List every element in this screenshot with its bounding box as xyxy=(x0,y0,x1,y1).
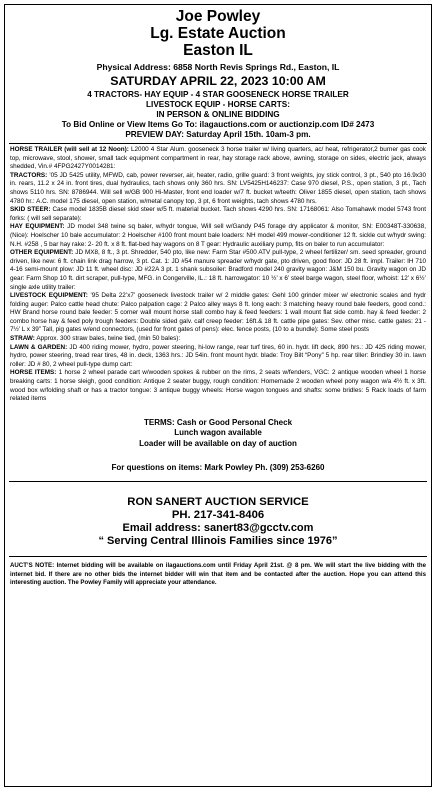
divider xyxy=(9,481,427,482)
auction-location: Easton IL xyxy=(183,42,253,59)
seller-name: Joe Powley xyxy=(175,8,261,25)
section-label: LIVESTOCK EQUIPMENT: xyxy=(10,292,88,300)
bidding-mode: IN PERSON & ONLINE BIDDING xyxy=(156,110,280,119)
section-text: JD MX8, 8 ft., 3 pt. Shredder, 540 pto, like new: Farm Star #500 ATV pull-type, 2 wheel fertilizer/ sm. seed spreader, ground driven, like new: 6 ft. chain link drag harrow, 3 pt. Cat. 1: JD #54 manure spreader w/hydr gate, pto driven, good floor: JD 28 ft. impl. Trailer: IH 710 4-16 semi-mount plow: JD 11 ft. wheel disc: JD #22A 3 pt. 1 shank subsoiler: Bradford model 240 gravity wagon: J&M 150 bu. Gravity wagon on JD gear: Farm Shop 10 ft. dirt scraper, pull-type, MFG. in Congerville, IL.: 18 ft. harrowgator: 10 ½’ x 6’ steel barge wagon, steel floor, w/hoist: 12’ x 6½’ single axle utility trailer: xyxy=(10,249,426,291)
item-listing xyxy=(5,146,431,404)
section-label: HORSE ITEMS: xyxy=(10,369,57,377)
note-text: Internet bidding will be available on ilagauctions.com until Friday April 21st. @ 8 pm. We will start the live bidding with the internet bid. If there are no other bids the internet bidder will win that item and be contacted after the auction. Hope you can attend this interesting auction. The Powley Family will appreciate your attendance. xyxy=(10,562,426,586)
section-other-equipment xyxy=(10,249,426,292)
auctioneer-note xyxy=(5,562,431,587)
section-lawn-garden xyxy=(10,344,426,370)
auctioneer-phone: PH. 217-341-8406 xyxy=(171,509,265,522)
section-text: Approx. 300 straw bales, twine tied, (min 50 bales): xyxy=(34,335,181,343)
section-text: 1 horse 2 wheel parade cart w/wooden spokes & rubber on the rims, 2 seats w/fenders, VGC: 2 antique wooden wheel 1 horse breaking carts: 1 horse sleigh, good condition: Antique 2 seater buggy, rough condition: Homemade 2 wooden wheel pony wagon w/a 4½ ft. x 3ft. wood box w/folding shaft or has a tractor tongue: 3 antique buggy wheels: Horse wagon tongues and shafts: some bridles: 5 Rack loads of farm related items xyxy=(10,369,426,403)
note-label: AUCT’S NOTE: xyxy=(10,562,55,570)
online-bid-info: To Bid Online or View Items Go To: ilagauctions.com or auctionzip.com ID# 2473 xyxy=(61,120,375,129)
section-livestock-equipment xyxy=(10,292,426,335)
headline-items: 4 TRACTORS- HAY EQUIP - 4 STAR GOOSENECK HORSE TRAILER xyxy=(87,90,349,99)
section-hay-equipment xyxy=(10,223,426,249)
section-text: Case model 1835B diesel skid steer w/5 ft. material bucket. Tach shows 4290 hrs. SN: 17168061: Also Tomahawk model 5743 front forks: ( will sell separate): xyxy=(10,206,427,222)
section-label: HAY EQUIPMENT: xyxy=(10,223,65,231)
section-text: L2000 4 Star Alum. gooseneck 3 horse trailer w/ living quarters, ac/ heat, refrigerator,2 burner gas cook top, microwave, stool, shower, small tack equipment compartment in rear, hay storage rack above, awning, storage on sides, electric jack, always shedded, Vin.# 4FPG2427Y0014281: xyxy=(10,146,426,171)
terms-block xyxy=(5,418,431,450)
section-label: TRACTORS: xyxy=(10,171,48,179)
terms-loader: Loader will be available on day of auction xyxy=(139,438,297,448)
section-horse-trailer xyxy=(10,146,426,172)
auction-flyer xyxy=(4,4,432,787)
section-label: OTHER EQUIPMENT: xyxy=(10,249,74,257)
preview-day: PREVIEW DAY: Saturday April 15th. 10am-3 pm. xyxy=(125,130,311,139)
terms-lunch: Lunch wagon available xyxy=(174,428,262,438)
physical-address: Physical Address: 6858 North Revis Springs Rd., Easton, IL xyxy=(96,62,340,72)
section-label: HORSE TRAILER (will sell at 12 Noon): xyxy=(10,146,129,153)
section-text: ’05 JD 5425 utility, MFWD, cab, power reverser, air, heater, radio, grille guard: 3 front weights, joy stick control, 3 pt., 540 pto 16.9x30 in. rears, 11.2 x 24 in. front tires, dual hydraulics, tach shows only 360 hrs. SN: LV5425H146237: Case 970 diesel, P.S., open station, 3 pt., Tach shows 5110 hrs. SN: 8786944. Will sell w/GB 900 Hi-Master, front end loader w/7 ft. bucket w/teeth: Oliver 1855 diesel, open station, tach shows 4780 hr.: A.C. model 175 diesel, open station, w/metal canopy top, 3 pt, 6 front weights, tach shows 4780 hrs. xyxy=(10,171,426,205)
terms-payment: TERMS: Cash or Good Personal Check xyxy=(143,417,293,427)
divider xyxy=(9,556,427,557)
headline-livestock: LIVESTOCK EQUIP - HORSE CARTS: xyxy=(146,100,290,109)
section-label: LAWN & GARDEN: xyxy=(10,343,68,351)
section-straw xyxy=(10,335,426,344)
section-text: ’95 Delta 22’x7’ gooseneck livestock trailer w/ 2 middle gates: Gehl 100 grinder mixer w/ electronic scales and hydr folding auger: Palco cattle head chute: Palco palpation cage: 2 Palco alley ways 8 ft. long each: 3 matching heavy round bale feeders, good cond.: HW Brand horse round bale feeder: 5 corner wall mount horse stall combo hay & feed feeders: 1 wall mount flat side comb. hay & feed feeder: 2 combo horse hay & feed poly trough feeders: Double sided galv. calf creep feeder: 16ft.& 18 ft. cattle pipe gates: Sev. other misc. cattle gates: 21 - 7½’ L x 39” Tall, pig gates w/end connectors, (used for front gates of pens): elec. fence posts, (10 to a bundle): Some steel posts xyxy=(10,292,427,334)
auctioneer-email: Email address: sanert83@gcctv.com xyxy=(122,522,314,535)
divider xyxy=(9,143,427,144)
auction-title: Lg. Estate Auction xyxy=(150,25,286,42)
auctioneer-name: RON SANERT AUCTION SERVICE xyxy=(127,496,309,509)
auction-date: SATURDAY APRIL 22, 2023 10:00 AM xyxy=(110,74,326,88)
questions-contact: For questions on items: Mark Powley Ph. (309) 253-6260 xyxy=(111,463,325,473)
auctioneer-slogan: “ Serving Central Illinois Families since 1976” xyxy=(98,535,338,548)
section-label: SKID STEER: xyxy=(10,206,51,214)
section-horse-items xyxy=(10,369,426,403)
section-skid-steer xyxy=(10,206,426,223)
section-text: JD model 348 twine sq baler, w/hydr tongue, Will sell w/Gandy P45 forage dry applicator & monitor, SN: E00348T-330638, (Nice): Hoelscher 10 bale accumulator: 2 Hoelscher #100 front mount bale loaders: NH model 499 mower-conditioner 12 ft. sickle cut w/hydr swing: N.H. #258 , 5 bar hay rake: 2- 20 ft. x 8 ft. flat-bed hay wagons on 8 T gear: Hydraulic auxiliary pump, fits on baler to run accumulator: xyxy=(10,223,426,248)
auctioneer-block xyxy=(5,496,431,548)
section-label: STRAW: xyxy=(10,335,35,343)
section-tractors xyxy=(10,172,426,206)
section-text: JD 400 riding mower, hydro, power steering, hi-low range, rear turf tires, 60 in. hydr. lift deck, 890 hrs.: JD 425 riding mower, hydro, power steering, tread rear tires, 48 in. deck, 1363 hrs.: JD 54in. front mount hydr. blade: Troy Bilt “Pony” 5 hp. rear tiller: Brindley 30 in. lawn roller: JD # 80, 2 wheel pull-type dump cart: xyxy=(10,343,426,368)
